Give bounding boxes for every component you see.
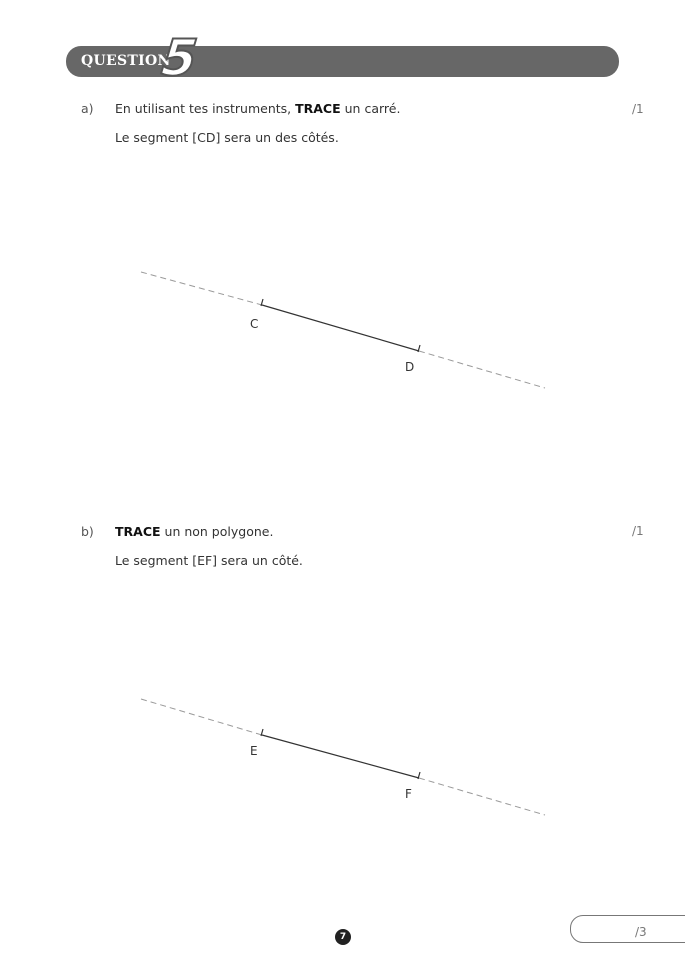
part-a-score: /1: [632, 102, 644, 116]
point-label-c: C: [250, 317, 259, 331]
dashed-line-right-ef: [419, 778, 545, 815]
part-a-verb: TRACE: [295, 101, 341, 116]
part-a-instruction: Le segment [CD] sera un des côtés.: [115, 130, 339, 145]
part-a-letter: a): [81, 101, 94, 116]
dashed-line-left-ef: [141, 699, 262, 735]
part-b-prompt: [115, 524, 273, 539]
total-score-box: [570, 915, 685, 943]
total-score: /3: [635, 925, 647, 939]
segment-ef: [262, 735, 419, 778]
part-b-letter: b): [81, 524, 94, 539]
part-a-prompt-before: En utilisant tes instruments,: [115, 101, 296, 116]
point-label-d: D: [405, 360, 415, 374]
page-number: 7: [335, 929, 351, 945]
point-label-f: F: [405, 787, 412, 801]
question-number: 5: [158, 29, 200, 87]
point-label-e: E: [250, 744, 258, 758]
dashed-line-right-cd: [419, 351, 545, 388]
part-b-instruction: Le segment [EF] sera un côté.: [115, 553, 303, 568]
question-label: QUESTION: [81, 53, 171, 69]
part-b-verb: TRACE: [115, 524, 161, 539]
dashed-line-left-cd: [141, 272, 262, 305]
part-b-prompt-after: un non polygone.: [160, 524, 274, 539]
segment-cd: [262, 305, 419, 351]
part-b-score: /1: [632, 524, 644, 538]
figure-cd: [141, 272, 545, 388]
figure-ef: [141, 699, 545, 815]
part-a-prompt-after: un carré.: [340, 101, 401, 116]
